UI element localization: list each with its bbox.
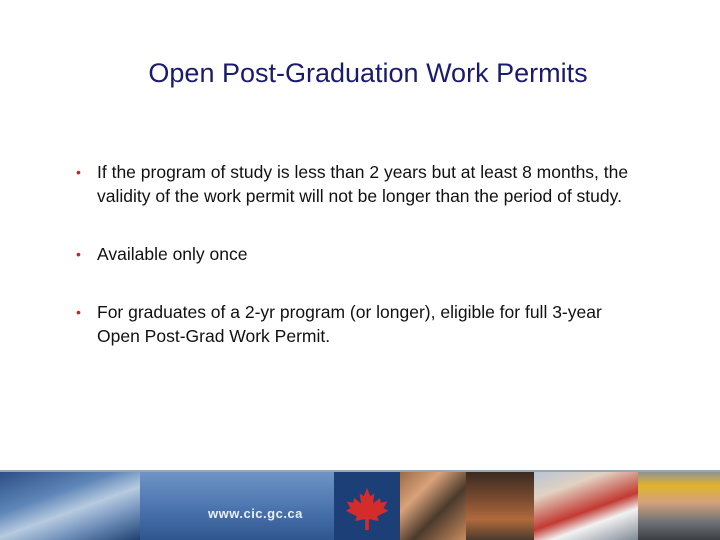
footer-banner (0, 472, 720, 540)
bullet-item (76, 160, 646, 208)
slide-title: Open Post-Graduation Work Permits (148, 58, 588, 88)
people-photo-2 (466, 472, 534, 540)
website-url: www.cic.gc.ca (208, 506, 303, 521)
worker-photo (638, 472, 720, 540)
people-photo-1 (400, 472, 466, 540)
canada-flag-panel (334, 472, 400, 540)
bullet-item (76, 242, 646, 266)
bullet-dot-icon: • (76, 164, 81, 180)
bullet-dot-icon: • (76, 246, 81, 262)
bullet-dot-icon: • (76, 304, 81, 320)
bullet-text: Available only once (97, 244, 248, 264)
bullet-text: For graduates of a 2-yr program (or longer), eligible for full 3-year Open Post-Grad Work Permit. (97, 302, 602, 346)
handshake-photo (0, 472, 140, 540)
bullet-text: If the program of study is less than 2 years but at least 8 months, the validity of the work permit will not be longer than the period of study. (97, 162, 629, 206)
bullet-list (76, 160, 646, 382)
maple-leaf-icon (344, 486, 390, 532)
people-photo-3 (534, 472, 638, 540)
bullet-item (76, 300, 646, 348)
